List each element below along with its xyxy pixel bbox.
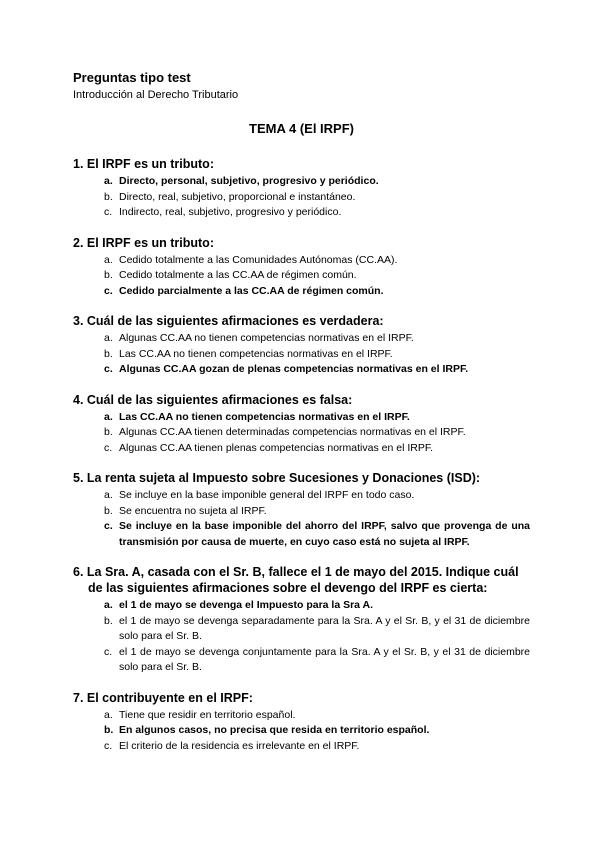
option-label: c.: [104, 520, 113, 532]
question-2: [73, 235, 530, 300]
question-4: [73, 392, 530, 457]
option-text: Indirecto, real, subjetivo, progresivo y periódico.: [119, 206, 342, 218]
document-subtitle: Introducción al Derecho Tributario: [73, 89, 239, 101]
option-list: [73, 253, 530, 300]
option-list: [73, 410, 530, 457]
question-1: [73, 156, 530, 221]
option: [73, 331, 530, 347]
option-correct: [73, 723, 530, 739]
option-text: Algunas CC.AA no tienen competencias normativas en el IRPF.: [119, 332, 414, 344]
option: [73, 347, 530, 363]
option-text: Algunas CC.AA gozan de plenas competencias normativas en el IRPF.: [119, 363, 469, 375]
option: [73, 488, 530, 504]
question-list: [73, 156, 530, 754]
option-text: Cedido totalmente a las CC.AA de régimen común.: [119, 269, 357, 281]
option-label: c.: [104, 645, 113, 658]
option-label: c.: [104, 284, 113, 297]
option-text: El criterio de la residencia es irrelevante en el IRPF.: [119, 739, 360, 752]
option-list: [73, 708, 530, 755]
option-label: a.: [104, 332, 113, 344]
option-list: [73, 598, 530, 676]
option-correct: [73, 284, 530, 300]
option-text: Se encuentra no sujeta al IRPF.: [119, 504, 267, 517]
option-label: a.: [104, 708, 113, 721]
document-title: Preguntas tipo test: [73, 70, 191, 85]
question-text: 6. La Sra. A, casada con el Sr. B, fallece el 1 de mayo del 2015. Indique cuál de las siguientes afirmaciones sobre el devengo del IRPF es cierta:: [73, 565, 519, 595]
option-list: [73, 331, 530, 378]
option: [73, 441, 530, 457]
option-label: a.: [104, 489, 113, 501]
option-list: [73, 174, 530, 221]
question-7: [73, 690, 530, 755]
tema-heading: TEMA 4 (El IRPF): [249, 121, 354, 136]
option-label: b.: [104, 614, 113, 627]
question-text: 2. El IRPF es un tributo:: [73, 235, 214, 250]
option: [73, 268, 530, 284]
option-text: Directo, personal, subjetivo, progresivo y periódico.: [119, 175, 379, 187]
option: [73, 645, 530, 676]
option-text: Las CC.AA no tienen competencias normativas en el IRPF.: [119, 347, 393, 360]
option-text: Se incluye en la base imponible general del IRPF en todo caso.: [119, 489, 415, 501]
option-label: c.: [104, 739, 113, 752]
option-text: Algunas CC.AA tienen plenas competencias normativas en el IRPF.: [119, 441, 434, 454]
option: [73, 253, 530, 269]
option-text: Tiene que residir en territorio español.: [119, 708, 296, 721]
option-text: el 1 de mayo se devenga conjuntamente para la Sra. A y el Sr. B, y el 31 de diciembre solo para el Sr. B.: [119, 645, 530, 673]
option-label: b.: [104, 426, 113, 438]
question-text: 7. El contribuyente en el IRPF:: [73, 690, 253, 705]
option-label: a.: [104, 410, 113, 423]
option: [73, 504, 530, 520]
option-text: el 1 de mayo se devenga el Impuesto para la Sra A.: [119, 599, 374, 611]
option-text: Directo, real, subjetivo, proporcional e instantáneo.: [119, 190, 356, 203]
option: [73, 425, 530, 441]
option-label: b.: [104, 190, 113, 203]
option-text: el 1 de mayo se devenga separadamente para la Sra. A y el Sr. B, y el 31 de diciembre solo para el Sr. B.: [119, 614, 530, 642]
option-correct: [73, 598, 530, 614]
question-5: [73, 470, 530, 550]
option-label: c.: [104, 441, 113, 454]
question-6: [73, 564, 530, 676]
option-label: b.: [104, 269, 113, 281]
option: [73, 739, 530, 755]
option: [73, 190, 530, 206]
option-label: c.: [104, 363, 113, 375]
question-text: 3. Cuál de las siguientes afirmaciones es verdadera:: [73, 314, 384, 328]
option-text: Algunas CC.AA tienen determinadas competencias normativas en el IRPF.: [119, 426, 466, 438]
option-label: a.: [104, 253, 113, 266]
option: [73, 205, 530, 221]
option-correct: [73, 410, 530, 426]
option-list: [73, 488, 530, 550]
option-text: En algunos casos, no precisa que resida en territorio español.: [119, 724, 430, 736]
option: [73, 614, 530, 645]
option-label: a.: [104, 599, 113, 611]
option-text: Cedido parcialmente a las CC.AA de régimen común.: [119, 284, 384, 297]
option-label: b.: [104, 347, 113, 360]
option-label: a.: [104, 175, 113, 187]
option-label: b.: [104, 504, 113, 517]
question-text: 5. La renta sujeta al Impuesto sobre Sucesiones y Donaciones (ISD):: [73, 471, 481, 485]
question-text: 1. El IRPF es un tributo:: [73, 157, 214, 171]
option-label: b.: [104, 724, 114, 736]
option-correct: [73, 362, 530, 378]
option-correct: [73, 519, 530, 550]
option-text: Cedido totalmente a las Comunidades Autónomas (CC.AA).: [119, 253, 398, 266]
option-correct: [73, 174, 530, 190]
option: [73, 708, 530, 724]
question-text: 4. Cuál de las siguientes afirmaciones es falsa:: [73, 392, 353, 407]
option-label: c.: [104, 206, 113, 218]
question-3: [73, 313, 530, 378]
option-text: Las CC.AA no tienen competencias normativas en el IRPF.: [119, 410, 410, 423]
option-text: Se incluye en la base imponible del ahorro del IRPF, salvo que provenga de una transmisión por causa de muerte, en cuyo caso está no sujeta al IRPF.: [119, 520, 530, 548]
